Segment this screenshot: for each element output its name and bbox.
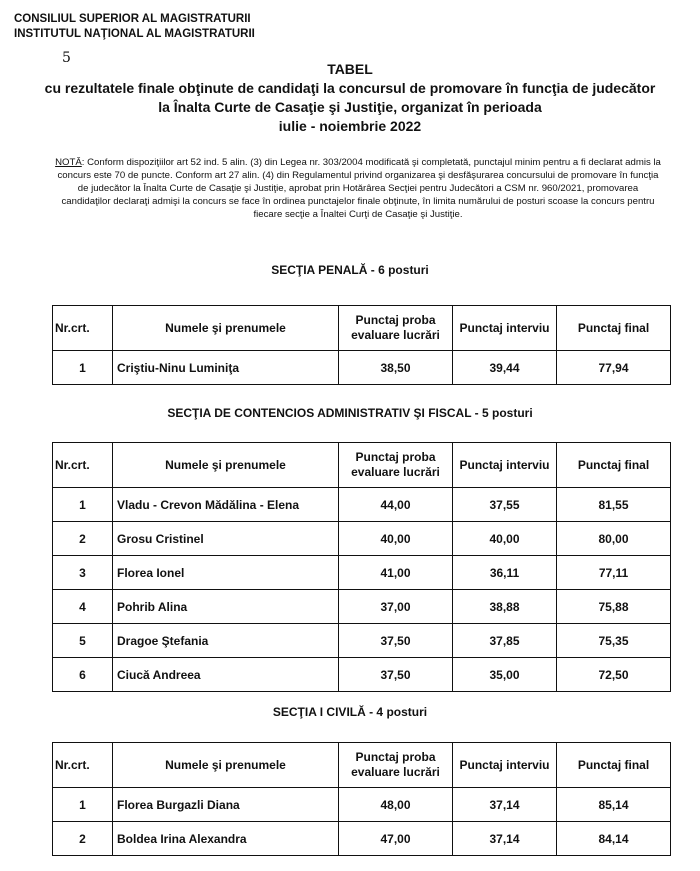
cell-final: 77,94 xyxy=(557,351,671,385)
cell-name: Pohrib Alina xyxy=(113,590,339,624)
cell-final: 80,00 xyxy=(557,522,671,556)
note-text: : Conform dispoziţiilor art 52 ind. 5 alin. (3) din Legea nr. 303/2004 modificată şi completată, punctajul minim pentru a fi declarat admis la concurs este 70 de puncte. Conform art 27 alin. (4) din Regulamentul privind organizarea şi desfăşurarea concursului de promovare în funcţia de judecător la Înalta Curte de Casaţie şi Justiţie, aprobat prin Hotărârea Secţiei pentru Judecători a CSM nr. 960/2021, promovarea candidaţilor declaraţi admişi la concurs se face în ordinea punctajelor finale obţinute, în limita numărului de posturi scoase la concurs pentru fiecare secţie a Înaltei Curţi de Casaţie şi Justiţie. xyxy=(57,157,661,220)
document-title xyxy=(0,60,700,136)
cell-final: 85,14 xyxy=(557,788,671,822)
org-line-2: INSTITUTUL NAŢIONAL AL MAGISTRATURII xyxy=(14,28,255,40)
title-line-3: la Înalta Curte de Casaţie şi Justiţie, organizat în perioada xyxy=(158,99,542,115)
table-header-row xyxy=(53,743,671,788)
table-row xyxy=(53,522,671,556)
cell-interviu: 35,00 xyxy=(453,658,557,692)
col-header-name: Numele şi prenumele xyxy=(113,743,339,788)
cell-final: 72,50 xyxy=(557,658,671,692)
cell-proba: 37,00 xyxy=(339,590,453,624)
cell-proba: 41,00 xyxy=(339,556,453,590)
cell-nr: 1 xyxy=(53,351,113,385)
table-row xyxy=(53,624,671,658)
results-table-contencios xyxy=(52,442,671,692)
cell-nr: 2 xyxy=(53,822,113,856)
col-header-nr: Nr.crt. xyxy=(53,443,113,488)
cell-nr: 5 xyxy=(53,624,113,658)
section-title-civila: SECŢIA I CIVILĂ - 4 posturi xyxy=(272,705,428,719)
org-line-1: CONSILIUL SUPERIOR AL MAGISTRATURII xyxy=(14,13,251,25)
cell-nr: 4 xyxy=(53,590,113,624)
cell-nr: 1 xyxy=(53,788,113,822)
cell-final: 81,55 xyxy=(557,488,671,522)
cell-proba: 47,00 xyxy=(339,822,453,856)
cell-proba: 40,00 xyxy=(339,522,453,556)
cell-nr: 3 xyxy=(53,556,113,590)
col-header-interviu: Punctaj interviu xyxy=(453,306,557,351)
table-row xyxy=(53,351,671,385)
cell-interviu: 36,11 xyxy=(453,556,557,590)
cell-interviu: 37,14 xyxy=(453,822,557,856)
handwritten-mark: 5 xyxy=(62,50,71,66)
cell-proba: 37,50 xyxy=(339,658,453,692)
cell-name: Criştiu-Ninu Luminiţa xyxy=(113,351,339,385)
col-header-final: Punctaj final xyxy=(557,443,671,488)
table-header-row xyxy=(53,306,671,351)
results-table-civila xyxy=(52,742,671,856)
cell-name: Grosu Cristinel xyxy=(113,522,339,556)
col-header-name: Numele şi prenumele xyxy=(113,306,339,351)
cell-interviu: 37,14 xyxy=(453,788,557,822)
col-header-interviu: Punctaj interviu xyxy=(453,443,557,488)
note-label: NOTĂ xyxy=(55,157,82,168)
cell-nr: 2 xyxy=(53,522,113,556)
cell-nr: 6 xyxy=(53,658,113,692)
cell-proba: 48,00 xyxy=(339,788,453,822)
title-line-2: cu rezultatele finale obţinute de candidaţi la concursul de promovare în funcţia de judecător xyxy=(44,80,656,96)
cell-final: 84,14 xyxy=(557,822,671,856)
cell-interviu: 38,88 xyxy=(453,590,557,624)
institution-header xyxy=(14,12,255,42)
table-row xyxy=(53,488,671,522)
cell-name: Florea Burgazli Diana xyxy=(113,788,339,822)
table-row xyxy=(53,590,671,624)
results-table-penala xyxy=(52,305,671,385)
col-header-nr: Nr.crt. xyxy=(53,743,113,788)
col-header-proba: Punctaj proba evaluare lucrări xyxy=(339,743,453,788)
table-header-row xyxy=(53,443,671,488)
cell-final: 75,88 xyxy=(557,590,671,624)
cell-final: 75,35 xyxy=(557,624,671,658)
cell-name: Florea Ionel xyxy=(113,556,339,590)
col-header-name: Numele şi prenumele xyxy=(113,443,339,488)
cell-proba: 37,50 xyxy=(339,624,453,658)
title-line-1: TABEL xyxy=(327,61,373,77)
table-row xyxy=(53,788,671,822)
table-row xyxy=(53,822,671,856)
cell-proba: 44,00 xyxy=(339,488,453,522)
col-header-proba: Punctaj proba evaluare lucrări xyxy=(339,443,453,488)
cell-interviu: 37,55 xyxy=(453,488,557,522)
cell-interviu: 40,00 xyxy=(453,522,557,556)
section-title-contencios: SECŢIA DE CONTENCIOS ADMINISTRATIV ŞI FISCAL - 5 posturi xyxy=(167,406,533,420)
cell-name: Ciucă Andreea xyxy=(113,658,339,692)
col-header-final: Punctaj final xyxy=(557,743,671,788)
col-header-final: Punctaj final xyxy=(557,306,671,351)
col-header-interviu: Punctaj interviu xyxy=(453,743,557,788)
cell-interviu: 39,44 xyxy=(453,351,557,385)
cell-proba: 38,50 xyxy=(339,351,453,385)
title-line-4: iulie - noiembrie 2022 xyxy=(278,118,422,134)
col-header-proba: Punctaj proba evaluare lucrări xyxy=(339,306,453,351)
cell-name: Dragoe Ştefania xyxy=(113,624,339,658)
cell-interviu: 37,85 xyxy=(453,624,557,658)
cell-name: Vladu - Crevon Mădălina - Elena xyxy=(113,488,339,522)
note-paragraph xyxy=(52,156,664,221)
section-title-penala: SECŢIA PENALĂ - 6 posturi xyxy=(271,263,429,277)
table-row xyxy=(53,658,671,692)
cell-final: 77,11 xyxy=(557,556,671,590)
table-row xyxy=(53,556,671,590)
cell-nr: 1 xyxy=(53,488,113,522)
cell-name: Boldea Irina Alexandra xyxy=(113,822,339,856)
col-header-nr: Nr.crt. xyxy=(53,306,113,351)
